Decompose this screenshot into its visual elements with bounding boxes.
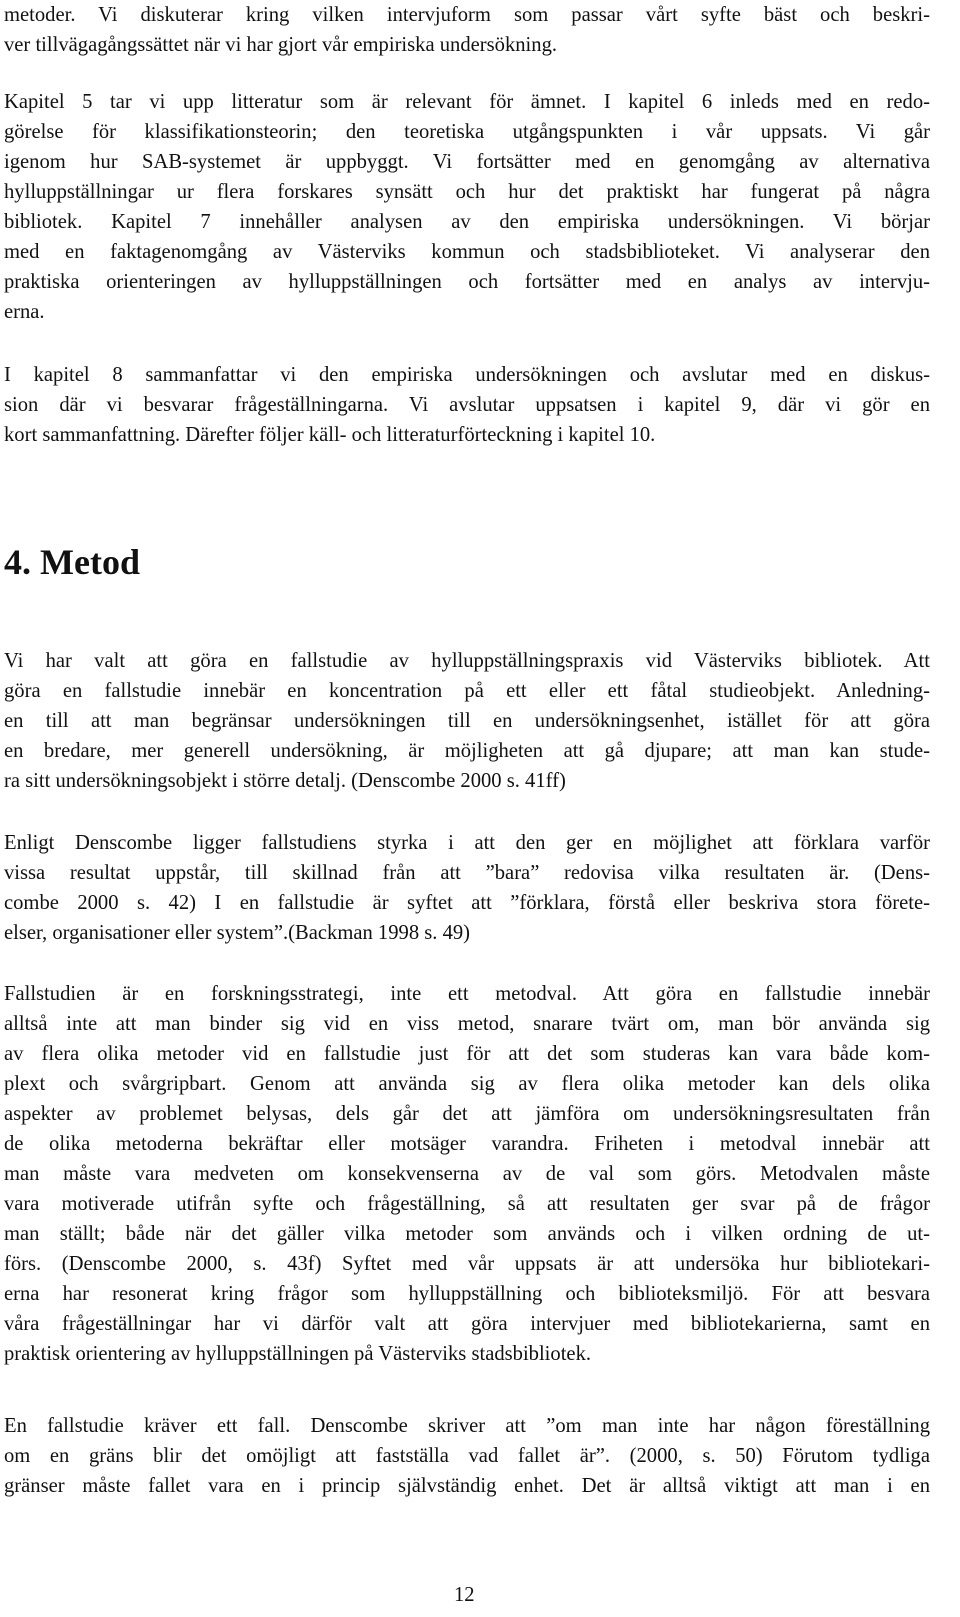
- text-line: med en faktagenomgång av Västerviks kommun och stadsbiblioteket. Vi analyserar den: [4, 241, 930, 263]
- text-line: Vi har valt att göra en fallstudie av hylluppställningspraxis vid Västerviks bibliotek. Att: [4, 650, 930, 672]
- text-line: våra frågeställningar har vi därför valt att göra intervjuer med bibliotekarierna, samt en: [4, 1313, 930, 1335]
- text-line: om en gräns blir det omöjligt att fastställa vad fallet är”. (2000, s. 50) Förutom tydliga: [4, 1445, 930, 1467]
- text-line: En fallstudie kräver ett fall. Denscombe skriver att ”om man inte har någon föreställning: [4, 1415, 930, 1437]
- text-line: plext och svårgripbart. Genom att använda sig av flera olika metoder kan dels olika: [4, 1073, 930, 1095]
- section-heading: 4. Metod: [4, 542, 140, 582]
- text-line: Enligt Denscombe ligger fallstudiens styrka i att den ger en möjlighet att förklara varför: [4, 832, 930, 854]
- text-line: vissa resultat uppstår, till skillnad från att ”bara” redovisa vilka resultaten är. (Dens-: [4, 862, 930, 884]
- text-line: Fallstudien är en forskningsstrategi, inte ett metodval. Att göra en fallstudie innebär: [4, 983, 930, 1005]
- text-line: göra en fallstudie innebär en koncentration på ett eller ett fåtal studieobjekt. Anledning-: [4, 680, 930, 702]
- text-line: praktiska orienteringen av hylluppställningen och fortsätter med en analys av intervju-: [4, 271, 930, 293]
- text-line: igenom hur SAB-systemet är uppbyggt. Vi fortsätter med en genomgång av alternativa: [4, 151, 930, 173]
- text-line: metoder. Vi diskuterar kring vilken intervjuform som passar vårt syfte bäst och beskri-: [4, 4, 930, 26]
- text-line: de olika metoderna bekräftar eller motsäger varandra. Friheten i metodval innebär att: [4, 1133, 930, 1155]
- text-line: erna.: [4, 301, 45, 323]
- text-line: en bredare, mer generell undersökning, är möjligheten att gå djupare; att man kan stude-: [4, 740, 930, 762]
- text-line: I kapitel 8 sammanfattar vi den empiriska undersökningen och avslutar med en diskus-: [4, 364, 930, 386]
- text-line: görelse för klassifikationsteorin; den teoretiska utgångspunkten i vår uppsats. Vi går: [4, 121, 930, 143]
- text-line: av flera olika metoder vid en fallstudie just för att det som studeras kan vara både kom-: [4, 1043, 930, 1065]
- text-line: aspekter av problemet belysas, dels går det att jämföra om undersökningsresultaten från: [4, 1103, 930, 1125]
- text-line: förs. (Denscombe 2000, s. 43f) Syftet med vår uppsats är att undersöka hur bibliotekari-: [4, 1253, 930, 1275]
- text-line: Kapitel 5 tar vi upp litteratur som är relevant för ämnet. I kapitel 6 inleds med en redo-: [4, 91, 930, 113]
- text-line: kort sammanfattning. Därefter följer käll- och litteraturförteckning i kapitel 10.: [4, 424, 656, 446]
- text-line: en till att man begränsar undersökningen till en undersökningsenhet, istället för att göra: [4, 710, 930, 732]
- text-line: ver tillvägagångssättet när vi har gjort vår empiriska undersökning.: [4, 34, 558, 56]
- text-line: man ställt; både när det gäller vilka metoder som används och i vilken ordning de ut-: [4, 1223, 930, 1245]
- text-line: bibliotek. Kapitel 7 innehåller analysen av den empiriska undersökningen. Vi börjar: [4, 211, 930, 233]
- text-line: gränser måste fallet vara en i princip självständig enhet. Det är alltså viktigt att man i en: [4, 1475, 930, 1497]
- text-line: sion där vi besvarar frågeställningarna. Vi avslutar uppsatsen i kapitel 9, där vi gör en: [4, 394, 930, 416]
- text-line: ra sitt undersökningsobjekt i större detalj. (Denscombe 2000 s. 41ff): [4, 770, 566, 792]
- text-line: man måste vara medveten om konsekvenserna av de val som görs. Metodvalen måste: [4, 1163, 930, 1185]
- page-number: 12: [454, 1584, 475, 1606]
- text-line: hylluppställningar ur flera forskares synsätt och hur det praktiskt har fungerat på några: [4, 181, 930, 203]
- text-line: vara motiverade utifrån syfte och frågeställning, så att resultaten ger svar på de frågor: [4, 1193, 930, 1215]
- text-line: elser, organisationer eller system”.(Backman 1998 s. 49): [4, 922, 471, 944]
- text-line: erna har resonerat kring frågor som hylluppställning och biblioteksmiljö. För att besvara: [4, 1283, 930, 1305]
- text-line: combe 2000 s. 42) I en fallstudie är syftet att ”förklara, förstå eller beskriva stora förete-: [4, 892, 930, 914]
- text-line: alltså inte att man binder sig vid en viss metod, snarare tvärt om, man bör använda sig: [4, 1013, 930, 1035]
- text-line: praktisk orientering av hylluppställningen på Västerviks stadsbibliotek.: [4, 1343, 592, 1365]
